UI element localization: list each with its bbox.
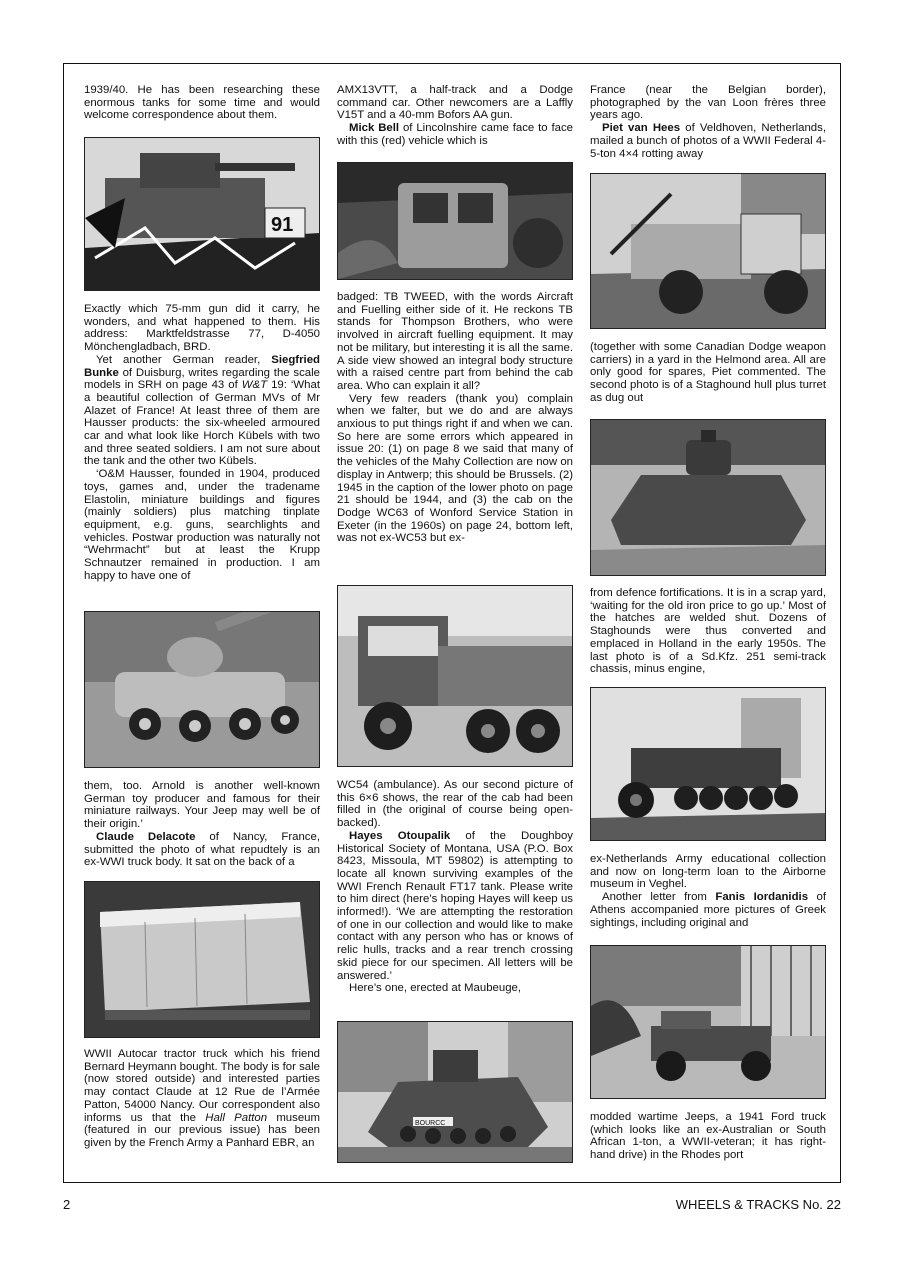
- col1-para-f: Claude Delacote of Nancy, France, submitted the photo of what repudtely is an ex-WWI truck body. It sat on the back of a: [84, 830, 321, 869]
- column-2-b: badged: TB TWEED, with the words Aircraft and Fuelling either side of it. He reckons TB stands for Thompson Brothers, who were involved in aircraft fuelling equipment. It may not be military, but interesting it is all the same. A side view showed an integral body structure with a raised centre part from behind the cab area. Who can explain it all? Very few readers (thank you) complain when we falter, but we do and are always anxious to put things right if and when we can. So here are some errors which appeared in issue 20: (1) on page 8 we said that many of the vehicles of the Mahy Collection are now on display in Antwerp; this should be Brussels. (2) 1945 in the caption of the lower photo on page 21 should be 1944, and (3) the cab on the Dodge WC63 of Wonford Service Station in Exeter (in the 1960s) on page 24, bottom left, was not ex-WC53 but ex-: [337, 291, 573, 545]
- column-3-b: (together with some Canadian Dodge weapon carriers) in a yard in the Helmond area. All are only good for spares, Piet commented. The second photo is of a Staghound hull plus turret as dug out: [590, 341, 826, 404]
- photo-sdkfz-251-chassis: [590, 687, 826, 841]
- photo-tb-tweed-vehicle: [337, 162, 573, 280]
- photo-truck-body: [84, 881, 320, 1038]
- photo-renault-ft17: [337, 1021, 573, 1163]
- col3-para-b: Piet van Hees of Veldhoven, Netherlands, mailed a bunch of photos of a WWII Federal 4-5-ton 4×4 rotting away: [590, 122, 827, 160]
- ft17-plate-text: BOURCC: [415, 1120, 446, 1127]
- photo-staghound-hull: [590, 419, 826, 576]
- photo-toy-armoured-car: [84, 611, 320, 768]
- magazine-issue: WHEELS & TRACKS No. 22: [675, 1197, 841, 1212]
- page-number: 2: [63, 1197, 71, 1212]
- tank-number-text: 91: [271, 214, 294, 236]
- photo-dodge-6x6: [337, 585, 573, 767]
- column-1-c: them, too. Arnold is another well-known German toy producer and famous for their miniature railways. Your Jeep may well be of their origin.’ Claude Delacote of Nancy, France, submitted the photo of what repudtely is an ex-WWI truck body. It sat on the back of a: [84, 780, 321, 869]
- col2-para-b: Mick Bell of Lincolnshire came face to face with this (red) vehicle which is: [337, 122, 573, 147]
- column-2: AMX13VTT, a half-track and a Dodge command car. Other newcomers are a Laffly V15T and a 40-mm Bofors AA gun. Mick Bell of Lincolnshire came face to face with this (red) vehicle which is: [337, 84, 573, 147]
- column-3-c: from defence fortifications. It is in a scrap yard, ‘waiting for the old iron price to go up.’ Most of the hatches are welded shut. Dozens of Staghounds were thus converted and emplaced in Holland in the early 1950s. The last photo is of a Sd.Kfz. 251 semi-track chassis, minus engine,: [590, 587, 826, 676]
- column-3-d: ex-Netherlands Army educational collection and now on long-term loan to the Airborne museum in Veghel. Another letter from Fanis Iordanidis of Athens accompanied more pictures of Greek sightings, including original and: [590, 853, 826, 929]
- column-1-b: Exactly which 75-mm gun did it carry, he wonders, and what happened to them. His address: Marktfeldstrasse 77, D-4050 Mönchengladbach, BRD. Yet another German reader, Siegfried Bunke of Duisburg, writes regarding the scale models in SRH on page 43 of W&T 19: ‘What a beautiful collection of German MVs of Mr Alazet of France! At least three of them are Hausser products: the six-wheeled armoured car and what look like Horch Kübels with two and three seated soldiers. I am not sure about the tank and the other two Kübels. ‘O&M Hausser, founded in 1904, produced toys, games and, under the tradename Elastolin, miniature buildings and figures (mainly soldiers) plus matching tinplate equipment, e.g. guns, searchlights and vehicles. Postwar production was naturally not “Wehrmacht” but at least the Krupp Schnautzer remained in production. I am happy to have one of: [84, 303, 321, 582]
- photo-greek-jeep: [590, 945, 826, 1099]
- column-3: France (near the Belgian border), photographed by the van Loon frères three years ago. Piet van Hees of Veldhoven, Netherlands, mailed a bunch of photos of a WWII Federal 4-5-ton 4×4 rotting away: [590, 84, 827, 160]
- column-3-e: modded wartime Jeeps, a 1941 Ford truck (which looks like an ex-Australian or South African 1-ton, a WWII-veteran; it has right-hand drive) in the Rhodes port: [590, 1111, 826, 1162]
- col1-para-a: 1939/40. He has been researching these enormous tanks for some time and would welcome correspondence about them.: [84, 84, 320, 122]
- photo-tank-wreck: [84, 137, 320, 291]
- column-2-c: WC54 (ambulance). As our second picture of this 6×6 shows, the rear of the cab had been filled in (the original of course being open-backed). Hayes Otoupalik of the Doughboy Historical Society of Montana, USA (P.O. Box 8423, Missoula, MT 59802) is attempting to locate all known surviving examples of the WWI French Renault FT17 tank. Please write to him direct (here’s hoping Hayes will keep us informed!). ‘We are attempting the restoration of one in our collection and would like to make contact with any person who has or knows of relic hulls, tracks and a rear trench crossing skid piece for our specimen. All letters will be answered.’ Here’s one, erected at Maubeuge,: [337, 779, 573, 995]
- col3-para-f: Another letter from Fanis Iordanidis of Athens accompanied more pictures of Greek sightings, including original and: [590, 891, 826, 929]
- photo-federal-truck: [590, 173, 826, 329]
- col1-para-c: Yet another German reader, Siegfried Bunke of Duisburg, writes regarding the scale models in SRH on page 43 of W&T 19: ‘What a beautiful collection of German MVs of Mr Alazet of France! At least three of them are Hausser products: the six-wheeled armoured car and what look like Horch Kübels with two and three seated soldiers. I am not sure about the tank and the other two Kübels.: [84, 353, 321, 468]
- col2-para-f: Hayes Otoupalik of the Doughboy Historical Society of Montana, USA (P.O. Box 8423, Missoula, MT 59802) is attempting to locate all known surviving examples of the WWI French Renault FT17 tank. Please write to him direct (here’s hoping Hayes will keep us informed!). ‘We are attempting the restoration of one in our collection and would like to make contact with any person who has or knows of relic hulls, tracks and a rear trench crossing skid piece for our specimen. All letters will be answered.’: [337, 829, 573, 982]
- column-1-d: [84, 1048, 320, 1150]
- col1-para-g: WWII Autocar tractor truck which his friend Bernard Heymann bought. The body is for sale (now stored outside) and interested parties may contact Claude at 12 Rue de l’Armée Patton, 54000 Nancy. Our correspondent also informs us that the Hall Patton museum (featured in our previous issue) has been given by the French Army a Panhard EBR, an: [84, 1048, 320, 1149]
